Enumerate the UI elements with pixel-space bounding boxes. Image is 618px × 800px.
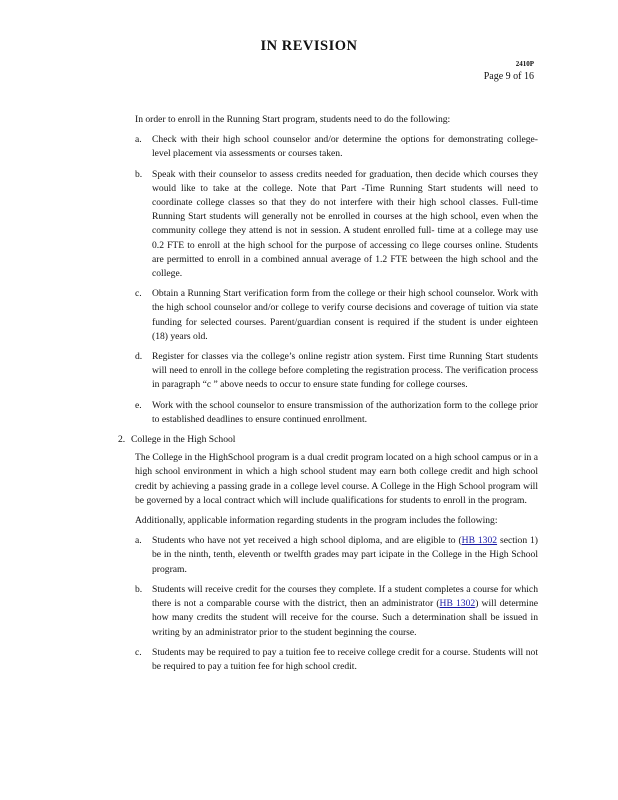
list-marker: a.	[135, 134, 142, 146]
document-title: IN REVISION	[260, 38, 358, 54]
college-in-high-school-items	[118, 534, 538, 674]
list-item	[135, 583, 538, 640]
running-start-steps	[118, 133, 538, 427]
section-heading	[118, 433, 538, 447]
list-item-text: Speak with their counselor to assess credits needed for graduation, then decide which courses they would like to take at the college. Note that Part -Time Running Start students will need to coordinate college classes so that they do not interfere with their high school classes. Full-time Running Start students will generally not be enrolled in courses at the high school, even when the community college they attend is not in session. A student enrolled full- time at a college may use 0.2 FTE to enroll at the high school for the purpose of accessing co llege courses online. Students are permitted to enroll in a combined annual average of 1.2 FTE between the high school and the college.	[152, 168, 538, 280]
list-item-text: Register for classes via the college’s online registr ation system. First time Running Start students will need to enroll in the college before completing the registration process. The verification process in paragraph “c ” above needs to occur to ensure state funding for college courses.	[152, 351, 538, 391]
policy-code: 2410P	[515, 60, 534, 68]
hb-1302-link[interactable]: HB 1302	[439, 598, 476, 610]
list-item	[135, 534, 538, 577]
list-item-text: Check with their high school counselor and/or determine the options for demonstrating college- level placement via assessments or courses taken.	[152, 134, 538, 160]
list-item	[135, 399, 538, 427]
list-item-text: section 1) be in the ninth, tenth, eleventh or twelfth grades may part icipate in the College in the High School program.	[152, 535, 539, 575]
document-body	[118, 113, 538, 680]
list-marker: e.	[135, 399, 142, 411]
page-number: Page 9 of 16	[483, 71, 534, 82]
section-paragraph: The College in the HighSchool program is a dual credit program located on a high school campus or in a high school environment in which a high school student may earn both college credit and high school credit by achieving a passing grade in a college level course. A College in the High School program will be governed by a local contract which will include qualifications for students to enroll in the program.	[135, 452, 538, 506]
list-item-text: ) will determine how many credits the student will receive for the course. Such a determination shall be issued in writing by an administrator prior to the student beginning the course.	[152, 598, 538, 638]
list-item-text: Students may be required to pay a tuition fee to receive college credit for a course. Students will not be required to pay a tuition fee for high school credit.	[152, 646, 538, 672]
list-item	[135, 646, 538, 674]
intro-paragraph: In order to enroll in the Running Start program, students need to do the following:	[135, 114, 451, 125]
list-item	[135, 287, 538, 344]
list-item-text: Work with the school counselor to ensure transmission of the authorization form to the college prior to established deadlines to ensure continued enrollment.	[152, 399, 538, 425]
list-marker: d.	[135, 351, 143, 363]
list-marker: b.	[135, 168, 143, 180]
section-number: 2.	[118, 434, 126, 446]
list-marker: b.	[135, 583, 143, 595]
section-title: College in the High School	[131, 434, 236, 446]
list-item-text: Obtain a Running Start verification form from the college or their high school counselor. Work with the high school counselor and/or college to verify course decisions and coverage of tuition via state funding for selected courses. Parent/guardian consent is required if the student is under eighteen (18) years old.	[152, 288, 538, 342]
list-item	[135, 168, 538, 282]
hb-1302-link[interactable]: HB 1302	[461, 535, 498, 547]
list-marker: a.	[135, 535, 142, 547]
section-paragraph: Additionally, applicable information regarding students in the program includes the following:	[135, 515, 498, 527]
list-marker: c.	[135, 288, 142, 300]
list-item	[135, 350, 538, 393]
list-item	[135, 133, 538, 161]
list-item-text: Students who have not yet received a high school diploma, and are eligible to (	[152, 535, 462, 547]
list-marker: c.	[135, 646, 142, 658]
list-item-text: Students will receive credit for the courses they complete. If a student completes a course for which there is not a comparable course with the district, then an administrator (	[152, 583, 538, 610]
